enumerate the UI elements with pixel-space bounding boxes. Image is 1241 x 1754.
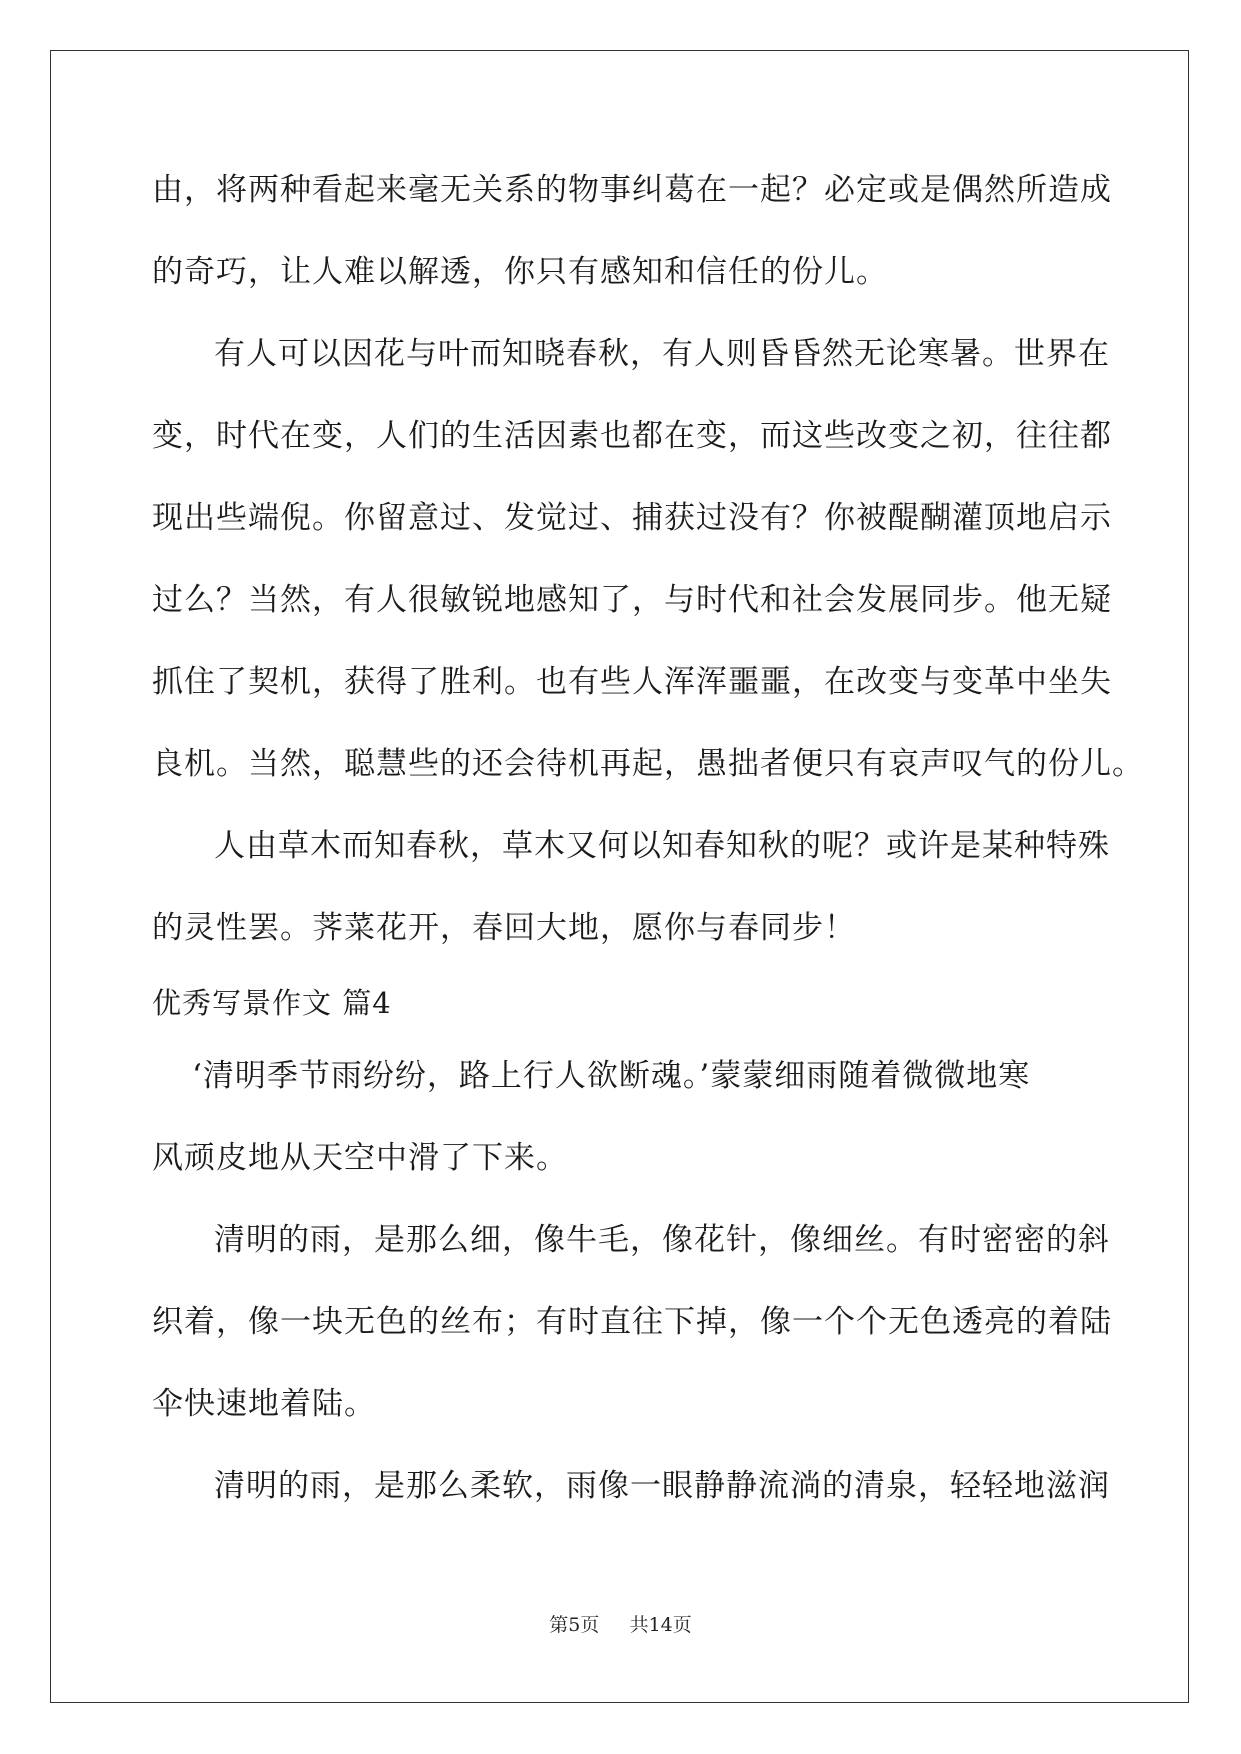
- total-pages: 共14页: [629, 1614, 692, 1636]
- document-body: [152, 160, 1144, 1538]
- text-line: 现出些端倪。你留意过、发觉过、捕获过没有？你被醍醐灌顶地启示: [152, 500, 1112, 536]
- text-line: 伞快速地着陆。: [152, 1386, 376, 1422]
- text-line: 人由草木而知春秋，草木又何以知春知秋的呢？或许是某种特殊: [214, 828, 1110, 864]
- text-line: 织着，像一块无色的丝布；有时直往下掉，像一个个无色透亮的着陆: [152, 1304, 1112, 1340]
- text-line: 风顽皮地从天空中滑了下来。: [152, 1140, 568, 1176]
- text-line: ‘清明季节雨纷纷，路上行人欲断魂。’蒙蒙细雨随着微微地寒: [192, 1058, 1031, 1094]
- text-line: 有人可以因花与叶而知晓春秋，有人则昏昏然无论寒暑。世界在: [214, 336, 1110, 372]
- text-line: 清明的雨，是那么柔软，雨像一眼静静流淌的清泉，轻轻地滋润: [214, 1468, 1110, 1504]
- page-number: 第5页: [549, 1614, 600, 1636]
- text-line: 抓住了契机，获得了胜利。也有些人浑浑噩噩，在改变与变革中坐失: [152, 664, 1112, 700]
- page-spacer: [605, 1614, 623, 1636]
- text-line: 过么？当然，有人很敏锐地感知了，与时代和社会发展同步。他无疑: [152, 582, 1112, 618]
- text-line: 由，将两种看起来毫无关系的物事纠葛在一起？必定或是偶然所造成: [152, 172, 1112, 208]
- text-line: 的奇巧，让人难以解透，你只有感知和信任的份儿。: [152, 254, 888, 290]
- text-line: 良机。当然，聪慧些的还会待机再起，愚拙者便只有哀声叹气的份儿。: [152, 746, 1144, 782]
- text-line: 变，时代在变，人们的生活因素也都在变，而这些改变之初，往往都: [152, 418, 1112, 454]
- text-line: 清明的雨，是那么细，像牛毛，像花针，像细丝。有时密密的斜: [214, 1222, 1110, 1258]
- page-footer: [0, 1610, 1241, 1637]
- section-heading: 优秀写景作文 篇4: [152, 986, 392, 1020]
- text-line: 的灵性罢。荠菜花开，春回大地，愿你与春同步！: [152, 910, 856, 946]
